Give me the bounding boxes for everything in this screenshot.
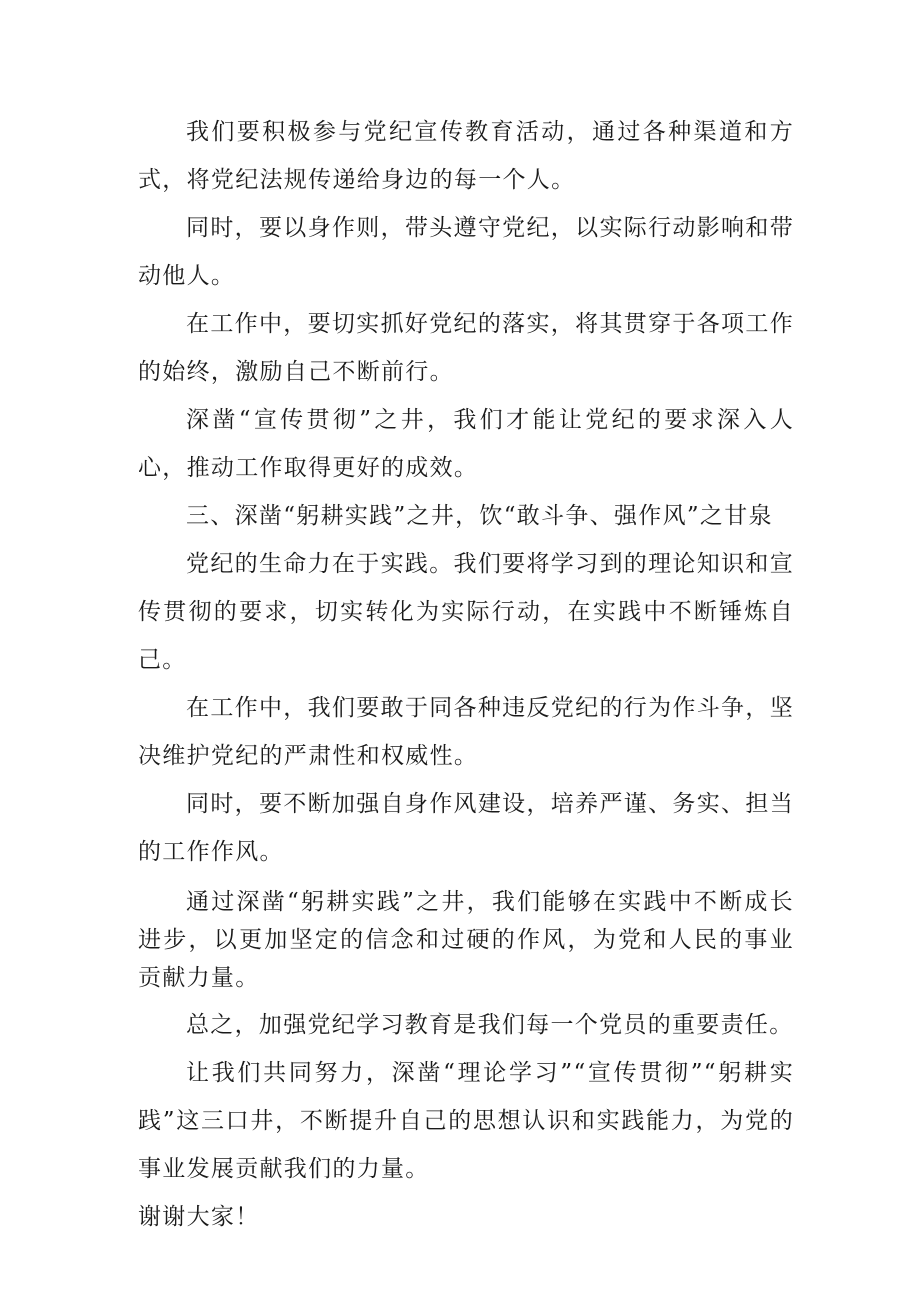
paragraph-2: 同时，要以身作则，带头遵守党纪，以实际行动影响和带动他人。 bbox=[138, 215, 794, 289]
section-heading-3: 三、深凿“躬耕实践”之井，饮“敢斗争、强作风”之甘泉 bbox=[186, 503, 773, 529]
paragraph-9: 总之，加强党纪学习教育是我们每一个党员的重要责任。 bbox=[186, 1012, 794, 1038]
paragraph-6: 在工作中，我们要敢于同各种违反党纪的行为作斗争，坚决维护党纪的严肃性和权威性。 bbox=[138, 695, 794, 769]
paragraph-4: 深凿“宣传贯彻”之井，我们才能让党纪的要求深入人心，推动工作取得更好的成效。 bbox=[138, 407, 794, 481]
paragraph-1: 我们要积极参与党纪宣传教育活动，通过各种渠道和方式，将党纪法规传递给身边的每一个人。 bbox=[138, 119, 794, 193]
paragraph-3: 在工作中，要切实抓好党纪的落实，将其贯穿于各项工作的始终，激励自己不断前行。 bbox=[138, 311, 794, 385]
paragraph-7: 同时，要不断加强自身作风建设，培养严谨、务实、担当的工作作风。 bbox=[138, 791, 794, 865]
document-body bbox=[138, 108, 794, 1241]
paragraph-8: 通过深凿“躬耕实践”之井，我们能够在实践中不断成长进步，以更加坚定的信念和过硬的作风，为党和人民的事业贡献力量。 bbox=[138, 889, 794, 991]
paragraph-5: 党纪的生命力在于实践。我们要将学习到的理论知识和宣传贯彻的要求，切实转化为实际行动，在实践中不断锤炼自己。 bbox=[138, 551, 794, 673]
paragraph-10: 让我们共同努力，深凿“理论学习”“宣传贯彻”“躬耕实践”这三口井，不断提升自己的思想认识和实践能力，为党的事业发展贡献我们的力量。 bbox=[138, 1060, 794, 1182]
closing-line: 谢谢大家！ bbox=[138, 1204, 260, 1230]
